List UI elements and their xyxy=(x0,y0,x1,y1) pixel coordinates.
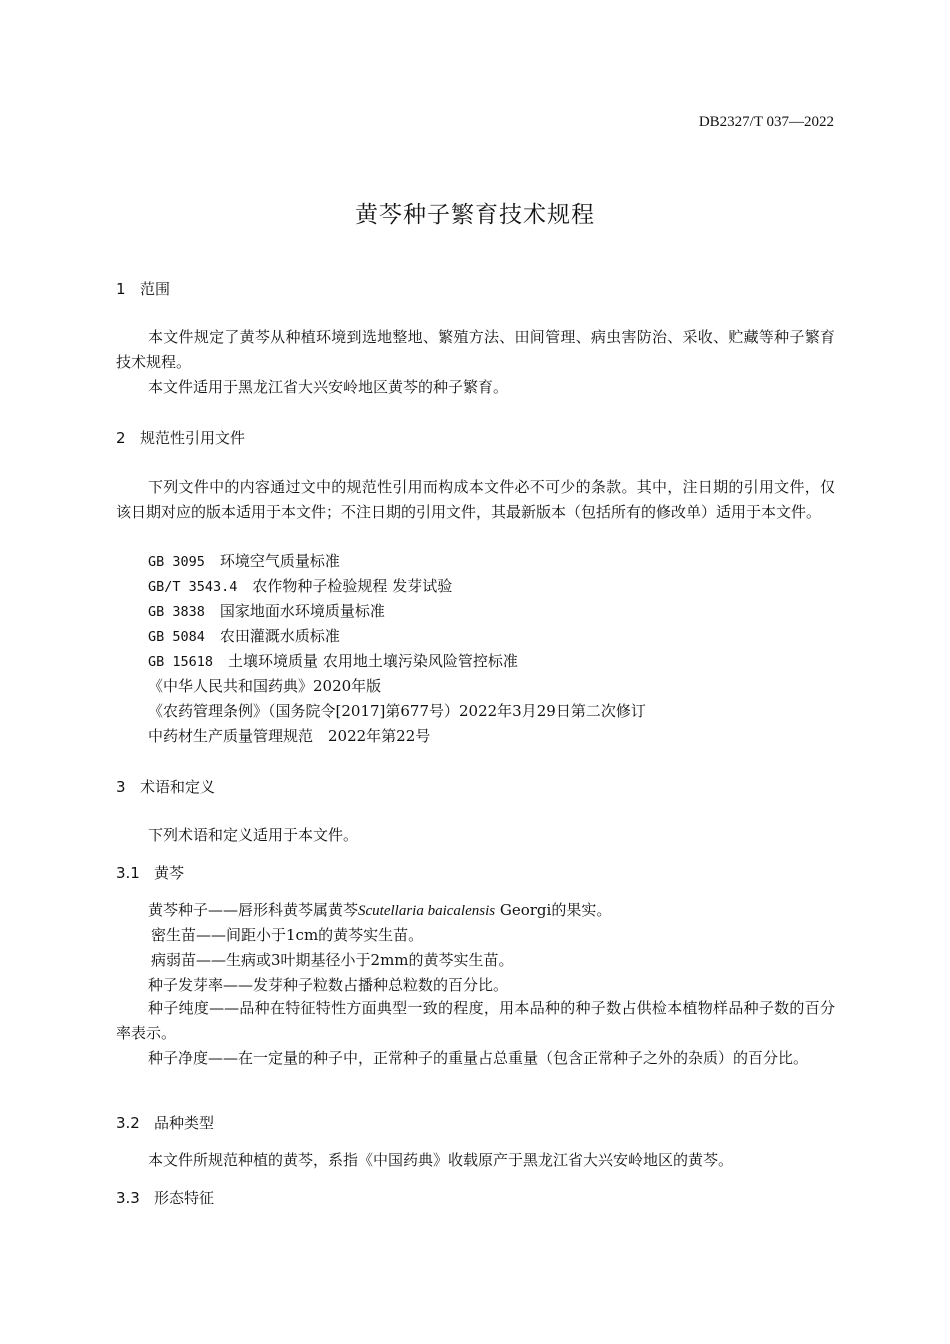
section-number: 2 xyxy=(116,429,126,447)
definition-item: 密生苗——间距小于1cm的黄芩实生苗。 xyxy=(151,926,424,944)
subsection-number: 3.3 xyxy=(116,1189,140,1207)
reference-name: 农田灌溉水质标准 xyxy=(219,627,340,645)
subsection-number: 3.2 xyxy=(116,1114,140,1132)
reference-name: 环境空气质量标准 xyxy=(219,552,340,570)
section-3-heading xyxy=(116,776,215,797)
reference-item xyxy=(148,550,340,571)
definition-item: 种子净度——在一定量的种子中，正常种子的重量占总重量（包含正常种子之外的杂质）的百分比。 xyxy=(148,1049,809,1067)
reference-item xyxy=(148,625,340,646)
section-3-paragraph-1: 下列术语和定义适用于本文件。 xyxy=(148,826,359,844)
document-title: 黄芩种子繁育技术规程 xyxy=(355,202,595,228)
definition-item: 种子发芽率——发芽种子粒数占播种总粒数的百分比。 xyxy=(148,976,509,994)
subsection-3-2-paragraph: 本文件所规范种植的黄芩，系指《中国药典》收载原产于黑龙江省大兴安岭地区的黄芩。 xyxy=(148,1151,734,1169)
reference-item xyxy=(148,575,452,596)
definition-item: 种子纯度——品种在特征特性方面典型一致的程度，用本品种的种子数占供检本植物样品种子数的百分率表示。 xyxy=(116,999,835,1042)
definition-item xyxy=(148,899,611,920)
reference-code: GB 15618 xyxy=(148,654,214,670)
definition-text: 黄芩种子——唇形科黄芩属黄芩 xyxy=(148,901,359,919)
document-code: DB2327/T 037—2022 xyxy=(698,114,834,130)
section-title: 规范性引用文件 xyxy=(140,429,246,447)
subsection-title: 形态特征 xyxy=(154,1189,215,1207)
section-number: 3 xyxy=(116,778,126,796)
reference-item: 《农药管理条例》（国务院令[2017]第677号）2022年3月29日第二次修订 xyxy=(148,702,646,720)
reference-code: GB 5084 xyxy=(148,629,205,645)
subsection-3-3-heading xyxy=(116,1187,214,1208)
definition-item: 病弱苗——生病或3叶期基径小于2mm的黄芩实生苗。 xyxy=(151,951,514,969)
reference-item xyxy=(148,650,518,671)
subsection-title: 黄芩 xyxy=(154,864,185,882)
section-2-paragraph-1: 下列文件中的内容通过文中的规范性引用而构成本文件必不可少的条款。其中，注日期的引用文件，仅该日期对应的版本适用于本文件；不注日期的引用文件，其最新版本（包括所有的修改单）适用于本文件。 xyxy=(116,478,835,521)
latin-name: Scutellaria baicalensis xyxy=(358,903,496,919)
reference-name: 农作物种子检验规程 发芽试验 xyxy=(252,577,453,595)
section-title: 术语和定义 xyxy=(140,778,216,796)
section-2-heading xyxy=(116,427,245,448)
reference-item xyxy=(148,600,385,621)
section-number: 1 xyxy=(116,280,126,298)
subsection-number: 3.1 xyxy=(116,864,140,882)
reference-item: 《中华人民共和国药典》2020年版 xyxy=(148,677,382,695)
section-title: 范围 xyxy=(140,280,171,298)
reference-code: GB 3838 xyxy=(148,604,205,620)
reference-name: 国家地面水环境质量标准 xyxy=(219,602,385,620)
subsection-title: 品种类型 xyxy=(154,1114,215,1132)
subsection-3-2-heading xyxy=(116,1112,214,1133)
subsection-3-1-heading xyxy=(116,862,184,883)
section-1-paragraph-1: 本文件规定了黄芩从种植环境到选地整地、繁殖方法、田间管理、病虫害防治、采收、贮藏等种子繁育技术规程。 xyxy=(116,328,835,371)
section-1-heading xyxy=(116,278,170,299)
reference-code: GB 3095 xyxy=(148,554,205,570)
reference-code: GB/T 3543.4 xyxy=(148,579,238,595)
definition-text: Georgi的果实。 xyxy=(495,901,612,919)
section-1-paragraph-2: 本文件适用于黑龙江省大兴安岭地区黄芩的种子繁育。 xyxy=(148,378,509,396)
reference-item: 中药材生产质量管理规范 2022年第22号 xyxy=(148,727,431,745)
reference-name: 土壤环境质量 农用地土壤污染风险管控标准 xyxy=(228,652,518,670)
